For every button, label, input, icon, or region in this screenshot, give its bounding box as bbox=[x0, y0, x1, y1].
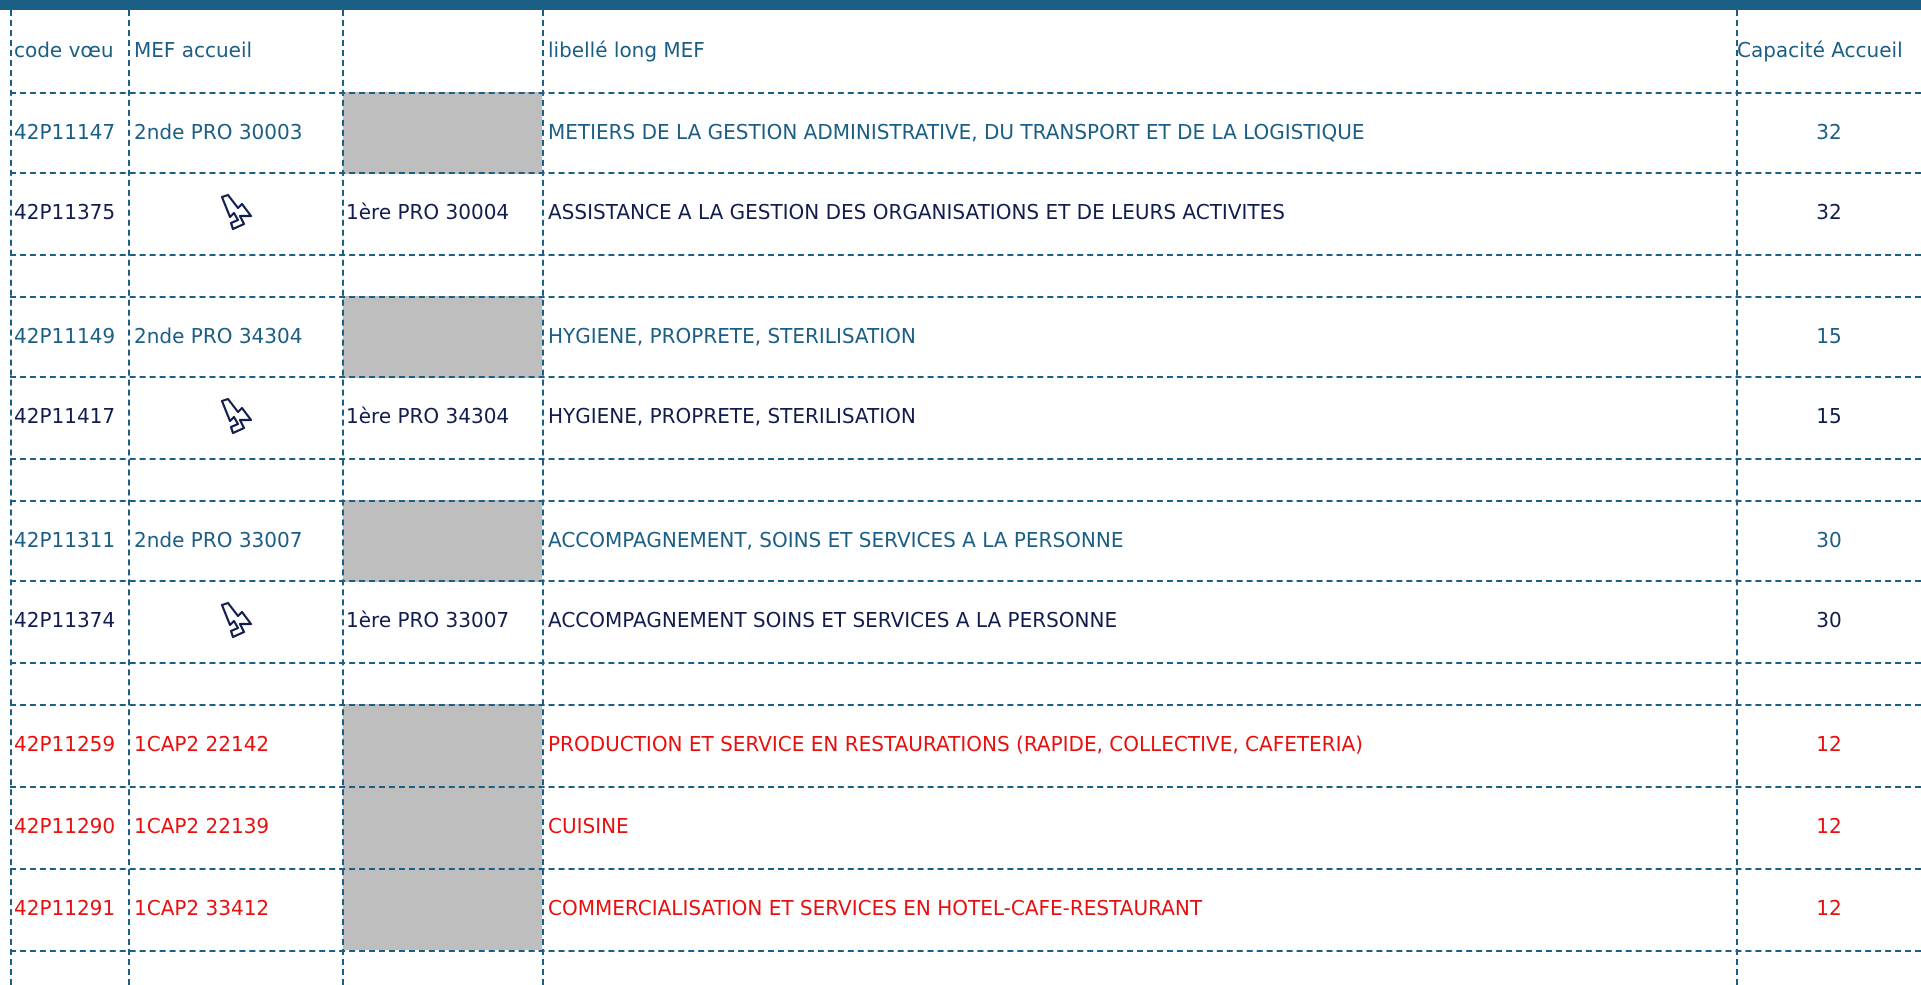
row-divider bbox=[10, 500, 1921, 502]
cell-code-voeu: 42P11374 bbox=[14, 608, 116, 632]
cell-capacite-accueil: 12 bbox=[1816, 814, 1842, 838]
cell-mef-accueil: 1CAP2 22139 bbox=[134, 814, 270, 838]
cell-mef-accueil: 1CAP2 33412 bbox=[134, 896, 270, 920]
cell-code-voeu: 42P11149 bbox=[14, 324, 116, 348]
cell-code-voeu: 42P11417 bbox=[14, 404, 116, 428]
continuation-arrow-icon bbox=[130, 580, 342, 660]
cell-mef-suivant: 1ère PRO 34304 bbox=[346, 404, 510, 428]
row-divider bbox=[10, 172, 1921, 174]
header-mef-accueil: MEF accueil bbox=[134, 38, 253, 62]
header-libelle-long-mef: libellé long MEF bbox=[548, 38, 705, 62]
header-code-voeu: code vœu bbox=[14, 38, 114, 62]
continuation-arrow-icon bbox=[130, 376, 342, 456]
cell-mef-accueil: 1CAP2 22142 bbox=[134, 732, 270, 756]
cell-libelle-long-mef: CUISINE bbox=[548, 814, 629, 838]
row-divider bbox=[10, 296, 1921, 298]
gray-placeholder-cell bbox=[343, 92, 542, 174]
cell-code-voeu: 42P11147 bbox=[14, 120, 116, 144]
row-divider bbox=[10, 868, 1921, 870]
cell-libelle-long-mef: PRODUCTION ET SERVICE EN RESTAURATIONS (RAPIDE, COLLECTIVE, CAFETERIA) bbox=[548, 732, 1363, 756]
row-divider bbox=[10, 662, 1921, 664]
cell-libelle-long-mef: ASSISTANCE A LA GESTION DES ORGANISATIONS ET DE LEURS ACTIVITES bbox=[548, 200, 1285, 224]
cell-capacite-accueil: 32 bbox=[1816, 200, 1842, 224]
cell-mef-accueil: 2nde PRO 30003 bbox=[134, 120, 303, 144]
row-divider bbox=[10, 580, 1921, 582]
row-divider bbox=[10, 950, 1921, 952]
cell-libelle-long-mef: ACCOMPAGNEMENT SOINS ET SERVICES A LA PERSONNE bbox=[548, 608, 1118, 632]
continuation-arrow-icon bbox=[130, 172, 342, 252]
header-capacite-accueil: Capacité Accueil bbox=[1737, 38, 1903, 62]
cell-code-voeu: 42P11259 bbox=[14, 732, 116, 756]
table-top-border bbox=[0, 0, 1921, 10]
gray-placeholder-cell bbox=[343, 786, 542, 868]
cell-code-voeu: 42P11375 bbox=[14, 200, 116, 224]
column-divider bbox=[1736, 10, 1738, 985]
cell-code-voeu: 42P11290 bbox=[14, 814, 116, 838]
column-divider bbox=[542, 10, 544, 985]
row-divider bbox=[10, 704, 1921, 706]
column-divider bbox=[128, 10, 130, 985]
cell-capacite-accueil: 32 bbox=[1816, 120, 1842, 144]
cell-libelle-long-mef: COMMERCIALISATION ET SERVICES EN HOTEL-CAFE-RESTAURANT bbox=[548, 896, 1203, 920]
row-divider bbox=[10, 376, 1921, 378]
cell-capacite-accueil: 30 bbox=[1816, 608, 1842, 632]
cell-libelle-long-mef: METIERS DE LA GESTION ADMINISTRATIVE, DU TRANSPORT ET DE LA LOGISTIQUE bbox=[548, 120, 1365, 144]
row-divider bbox=[10, 254, 1921, 256]
cell-capacite-accueil: 15 bbox=[1816, 404, 1842, 428]
cell-capacite-accueil: 12 bbox=[1816, 896, 1842, 920]
row-divider bbox=[10, 458, 1921, 460]
gray-placeholder-cell bbox=[343, 704, 542, 786]
column-divider bbox=[342, 10, 344, 985]
cell-capacite-accueil: 12 bbox=[1816, 732, 1842, 756]
row-divider bbox=[10, 786, 1921, 788]
gray-placeholder-cell bbox=[343, 500, 542, 582]
cell-libelle-long-mef: HYGIENE, PROPRETE, STERILISATION bbox=[548, 404, 916, 428]
gray-placeholder-cell bbox=[343, 296, 542, 378]
row-divider bbox=[10, 92, 1921, 94]
cell-capacite-accueil: 15 bbox=[1816, 324, 1842, 348]
cell-mef-accueil: 2nde PRO 34304 bbox=[134, 324, 303, 348]
cell-code-voeu: 42P11291 bbox=[14, 896, 116, 920]
cell-mef-accueil: 2nde PRO 33007 bbox=[134, 528, 303, 552]
cell-mef-suivant: 1ère PRO 33007 bbox=[346, 608, 510, 632]
column-divider bbox=[10, 10, 12, 985]
cell-code-voeu: 42P11311 bbox=[14, 528, 116, 552]
cell-libelle-long-mef: HYGIENE, PROPRETE, STERILISATION bbox=[548, 324, 916, 348]
gray-placeholder-cell bbox=[343, 868, 542, 950]
cell-libelle-long-mef: ACCOMPAGNEMENT, SOINS ET SERVICES A LA PERSONNE bbox=[548, 528, 1124, 552]
cell-capacite-accueil: 30 bbox=[1816, 528, 1842, 552]
cell-mef-suivant: 1ère PRO 30004 bbox=[346, 200, 510, 224]
